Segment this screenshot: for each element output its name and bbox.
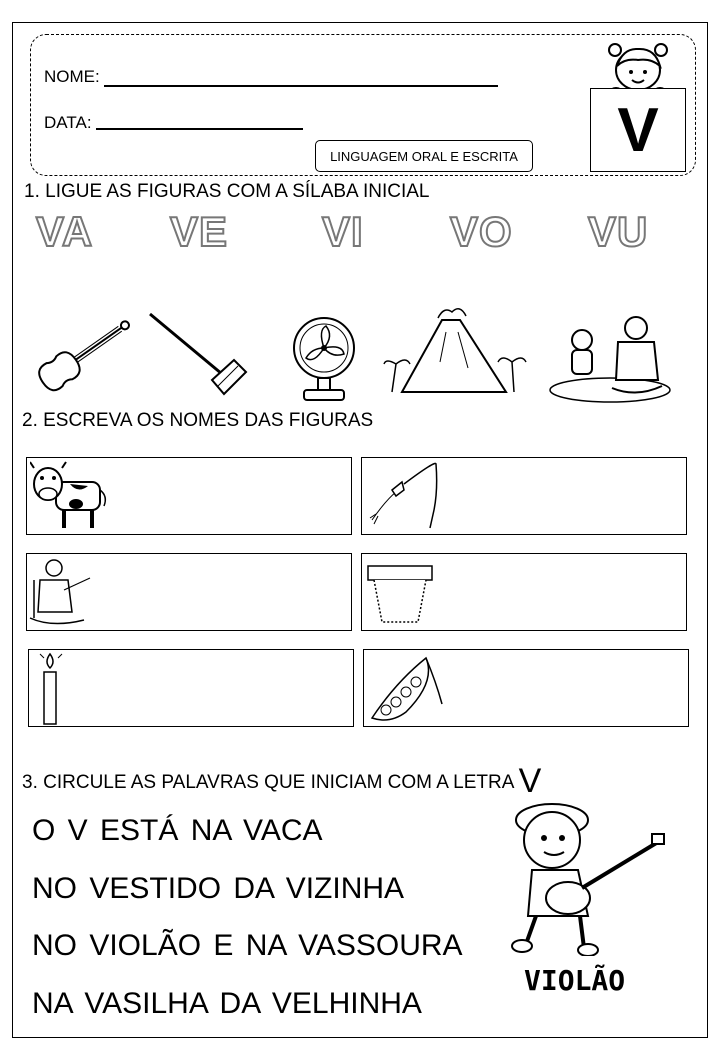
syllable-vu[interactable]: VU bbox=[588, 208, 649, 255]
grandma-knitting-icon bbox=[28, 556, 98, 628]
violin-icon[interactable] bbox=[24, 308, 144, 400]
violao-caption: VIOLÃO bbox=[524, 964, 626, 997]
section3-letter: V bbox=[518, 762, 542, 800]
name-field[interactable] bbox=[104, 70, 498, 87]
phrase-line-1[interactable]: O V ESTÁ NA VACA bbox=[32, 814, 323, 847]
candle-icon bbox=[36, 650, 66, 726]
syllable-vi[interactable]: VI bbox=[322, 208, 364, 255]
grandma-rocking-icon[interactable] bbox=[546, 308, 674, 404]
phrase-line-2[interactable]: NO VESTIDO DA VIZINHA bbox=[32, 872, 405, 905]
section2-title: 2. ESCREVA OS NOMES DAS FIGURAS bbox=[22, 410, 374, 431]
syllable-ve[interactable]: VE bbox=[170, 208, 229, 255]
phrase-line-4[interactable]: NA VASILHA DA VELHINHA bbox=[32, 987, 422, 1020]
cow-icon bbox=[30, 460, 110, 532]
section3-title bbox=[22, 758, 542, 800]
answer-box-candle[interactable] bbox=[28, 649, 354, 727]
broom-icon[interactable] bbox=[146, 310, 252, 402]
volcano-icon[interactable] bbox=[382, 302, 528, 398]
vase-icon bbox=[366, 564, 436, 626]
pod-icon bbox=[366, 652, 446, 724]
date-field[interactable] bbox=[96, 113, 303, 130]
date-label: DATA: bbox=[44, 113, 92, 132]
name-label: NOME: bbox=[44, 67, 100, 86]
phrase-line-3[interactable]: NO VIOLÃO E NA VASSOURA bbox=[32, 929, 463, 962]
section3-title-text: 3. CIRCULE AS PALAVRAS QUE INICIAM COM A LETRA bbox=[22, 772, 514, 793]
boy-guitar-icon bbox=[508, 790, 668, 956]
letter-box: V bbox=[590, 88, 686, 172]
fan-icon[interactable] bbox=[290, 314, 358, 404]
section1-title: 1. LIGUE AS FIGURAS COM A SÍLABA INICIAL bbox=[24, 181, 430, 202]
rocket-icon bbox=[366, 460, 446, 532]
subject-badge: LINGUAGEM ORAL E ESCRITA bbox=[315, 140, 533, 172]
syllable-va[interactable]: VA bbox=[36, 208, 94, 255]
syllable-vo[interactable]: VO bbox=[450, 208, 513, 255]
